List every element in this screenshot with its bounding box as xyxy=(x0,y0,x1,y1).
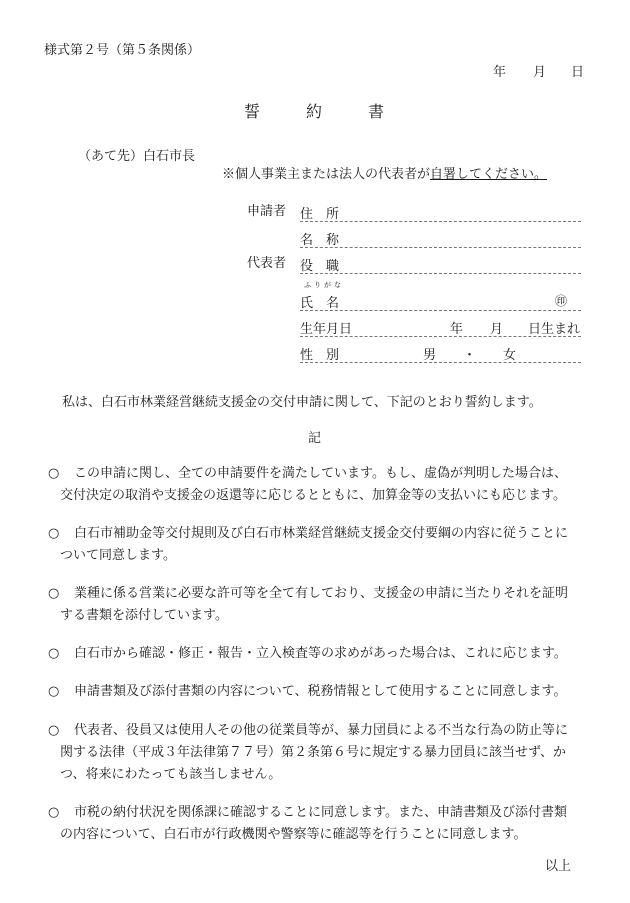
applicant-label: 申請者 xyxy=(247,204,287,219)
person-label-1: 氏 xyxy=(300,296,314,311)
address-label-2: 所 xyxy=(326,207,340,222)
ki-heading: 記 xyxy=(308,431,322,446)
form-number: 様式第２号（第５条関係） xyxy=(44,43,201,58)
seal-mark: ㊞ xyxy=(554,294,567,308)
bullet-circle: ○ xyxy=(48,466,60,481)
pledge-item-6 xyxy=(48,720,584,786)
address-label-1: 住 xyxy=(300,207,314,222)
sex-option-female[interactable]: 女 xyxy=(503,348,517,363)
addressee: （あて先）白石市長 xyxy=(78,149,196,164)
sex-separator: ・ xyxy=(463,348,477,363)
closing-ijou: 以上 xyxy=(545,859,572,874)
name-label-2: 称 xyxy=(326,233,340,248)
date-month: 月 xyxy=(533,65,547,80)
pledge-item-4 xyxy=(48,643,584,665)
sex-label-1: 性 xyxy=(300,348,314,363)
item-line: 申請書類及び添付書類の内容について、税務情報として使用することに同意します。 xyxy=(74,684,567,699)
birthdate-field[interactable] xyxy=(300,318,581,337)
name-label-1: 名 xyxy=(300,233,314,248)
title-char-2: 約 xyxy=(306,102,325,121)
title-char-1: 誓 xyxy=(244,102,263,121)
signature-note xyxy=(222,168,547,181)
date-line xyxy=(493,66,584,79)
item-line: 白石市から確認・修正・報告・立入検査等の求めがあった場合は、これに応じます。 xyxy=(74,646,567,661)
item-line: 業種に係る営業に必要な許可等を全て有しており、支援金の申請に当たりそれを証明 xyxy=(74,586,569,601)
position-label-1: 役 xyxy=(300,259,314,274)
item-line: する書類を添付しています。 xyxy=(60,608,228,623)
company-name-field[interactable] xyxy=(300,229,581,248)
item-line: の内容について、白石市が行政機関や警察等に確認等を行うことに同意します。 xyxy=(60,827,527,842)
pledge-item-5 xyxy=(48,681,584,703)
pledge-item-3 xyxy=(48,583,584,627)
title-char-3: 書 xyxy=(368,102,387,121)
pledge-item-7 xyxy=(48,802,584,846)
date-year: 年 xyxy=(493,65,507,80)
item-line: 代表者、役員又は使用人その他の従業員等が、暴力団員による不当な行為の防止等に xyxy=(74,723,569,738)
bullet-circle: ○ xyxy=(48,586,60,601)
person-label-2: 名 xyxy=(326,296,340,311)
signature-note-underlined: 自署してください。 xyxy=(430,167,548,182)
signature-note-prefix: ※個人事業主または法人の代表者が xyxy=(222,167,431,182)
item-line: 関する法律（平成３年法律第７７号）第２条第６号に規定する暴力団員に該当せず、か xyxy=(60,745,566,760)
birthdate-month: 月 xyxy=(490,322,504,337)
pledge-sentence: 私は、白石市林業経営継続支援金の交付申請に関して、下記のとおり誓約します。 xyxy=(62,395,542,410)
page-title xyxy=(244,104,430,120)
sex-field[interactable] xyxy=(300,344,581,363)
item-line: ついて同意します。 xyxy=(60,548,176,563)
pledge-item-1 xyxy=(48,463,584,507)
furigana-label: ふりがな xyxy=(304,281,344,289)
pledge-item-2 xyxy=(48,523,584,567)
item-line: 交付決定の取消や支援金の返還等に応じるとともに、加算金等の支払いにも応じます。 xyxy=(60,488,566,503)
person-name-field[interactable] xyxy=(300,292,581,311)
sex-label-2: 別 xyxy=(326,348,340,363)
item-line: 市税の納付状況を関係課に確認することに同意します。また、申請書類及び添付書類 xyxy=(74,805,567,820)
item-line: つ、将来にわたっても該当しません。 xyxy=(60,767,282,782)
representative-label: 代表者 xyxy=(247,256,287,271)
bullet-circle: ○ xyxy=(48,526,60,541)
sex-option-male[interactable]: 男 xyxy=(423,348,437,363)
position-label-2: 職 xyxy=(326,259,340,274)
position-field[interactable] xyxy=(300,255,581,274)
bullet-circle: ○ xyxy=(48,684,60,699)
birthdate-year: 年 xyxy=(450,322,464,337)
bullet-circle: ○ xyxy=(48,646,60,661)
date-day: 日 xyxy=(571,65,585,80)
bullet-circle: ○ xyxy=(48,805,60,820)
bullet-circle: ○ xyxy=(48,723,60,738)
birthdate-label: 生年月日 xyxy=(300,322,353,337)
address-field[interactable] xyxy=(300,203,581,222)
birthdate-day: 日生まれ xyxy=(528,322,581,337)
item-line: この申請に関し、全ての申請要件を満たしています。もし、虚偽が判明した場合は、 xyxy=(74,466,567,481)
item-line: 白石市補助金等交付規則及び白石市林業経営継続支援金交付要綱の内容に従うことに xyxy=(74,526,569,541)
